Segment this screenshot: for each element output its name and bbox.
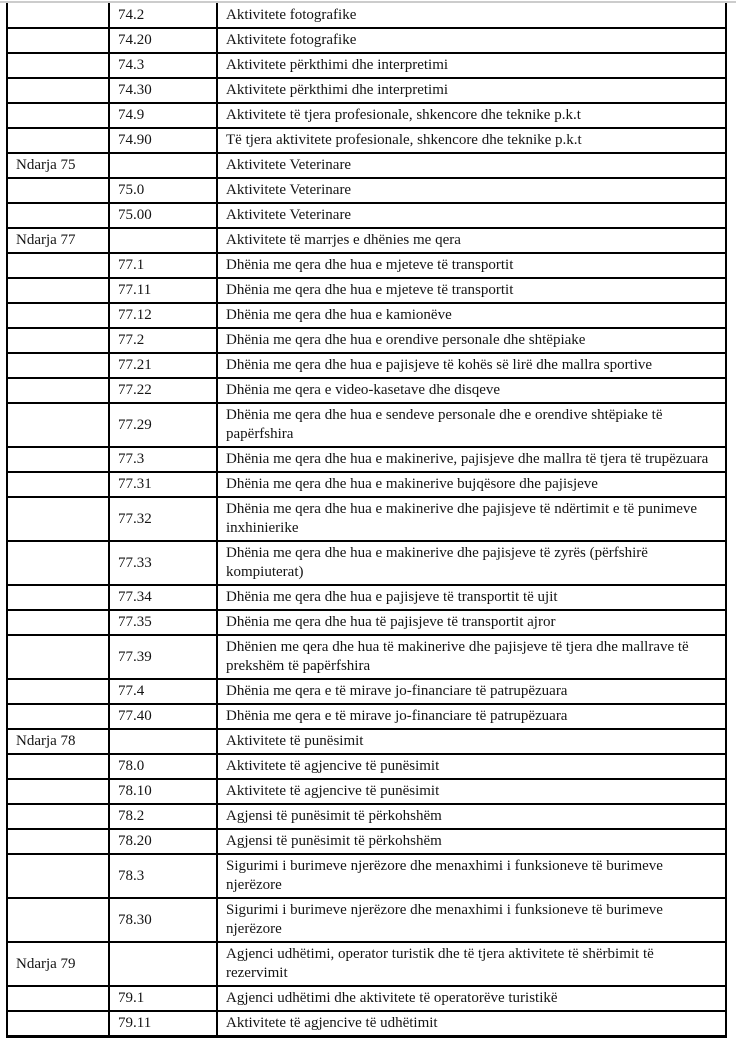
division-cell: Ndarja 77 xyxy=(7,228,109,253)
table-row xyxy=(7,754,726,779)
description-cell: Dhënia me qera dhe hua e makinerive, pajisjeve dhe mallra të tjera të trupëzuara xyxy=(217,447,726,472)
code-cell: 75.0 xyxy=(109,178,217,203)
code-cell: 74.3 xyxy=(109,53,217,78)
division-cell xyxy=(7,472,109,497)
code-cell: 78.30 xyxy=(109,898,217,942)
division-cell xyxy=(7,1011,109,1037)
code-cell: 74.90 xyxy=(109,128,217,153)
table-row xyxy=(7,403,726,447)
table-row xyxy=(7,447,726,472)
description-cell: Dhënia me qera dhe hua e pajisjeve të kohës së lirë dhe mallra sportive xyxy=(217,353,726,378)
description-cell: Aktivitete përkthimi dhe interpretimi xyxy=(217,78,726,103)
table-row xyxy=(7,128,726,153)
division-cell xyxy=(7,78,109,103)
description-cell: Dhënia me qera dhe hua e pajisjeve të transportit të ujit xyxy=(217,585,726,610)
code-cell: 78.2 xyxy=(109,804,217,829)
division-cell xyxy=(7,754,109,779)
code-cell: 77.3 xyxy=(109,447,217,472)
division-cell xyxy=(7,779,109,804)
description-cell: Dhënia me qera e video-kasetave dhe disqeve xyxy=(217,378,726,403)
table-row xyxy=(7,228,726,253)
code-cell: 77.11 xyxy=(109,278,217,303)
code-cell: 77.33 xyxy=(109,541,217,585)
code-cell: 74.9 xyxy=(109,103,217,128)
description-cell: Agjensi të punësimit të përkohshëm xyxy=(217,829,726,854)
division-cell xyxy=(7,635,109,679)
description-cell: Aktivitete Veterinare xyxy=(217,153,726,178)
table-row xyxy=(7,898,726,942)
description-cell: Agjenci udhëtimi, operator turistik dhe të tjera aktivitete të shërbimit të rezervimit xyxy=(217,942,726,986)
code-cell: 74.2 xyxy=(109,3,217,28)
table-row xyxy=(7,635,726,679)
table-row xyxy=(7,729,726,754)
code-cell: 77.12 xyxy=(109,303,217,328)
table-row xyxy=(7,278,726,303)
code-cell: 77.2 xyxy=(109,328,217,353)
description-cell: Të tjera aktivitete profesionale, shkencore dhe teknike p.k.t xyxy=(217,128,726,153)
description-cell: Aktivitete përkthimi dhe interpretimi xyxy=(217,53,726,78)
division-cell xyxy=(7,447,109,472)
description-cell: Dhënia me qera dhe hua e kamionëve xyxy=(217,303,726,328)
code-cell xyxy=(109,729,217,754)
division-cell xyxy=(7,704,109,729)
description-cell: Agjenci udhëtimi dhe aktivitete të operatorëve turistikë xyxy=(217,986,726,1011)
activity-table-body xyxy=(7,3,726,1037)
code-cell: 79.1 xyxy=(109,986,217,1011)
code-cell: 77.1 xyxy=(109,253,217,278)
code-cell: 79.11 xyxy=(109,1011,217,1037)
table-row xyxy=(7,986,726,1011)
table-row xyxy=(7,704,726,729)
description-cell: Sigurimi i burimeve njerëzore dhe menaxhimi i funksioneve të burimeve njerëzore xyxy=(217,854,726,898)
division-cell xyxy=(7,353,109,378)
division-cell xyxy=(7,898,109,942)
division-cell xyxy=(7,403,109,447)
table-row xyxy=(7,854,726,898)
description-cell: Dhënia me qera dhe hua e makinerive dhe pajisjeve të zyrës (përfshirë kompiuterat) xyxy=(217,541,726,585)
division-cell xyxy=(7,497,109,541)
code-cell: 77.34 xyxy=(109,585,217,610)
table-row xyxy=(7,328,726,353)
division-cell xyxy=(7,28,109,53)
division-cell xyxy=(7,278,109,303)
description-cell: Aktivitete të agjencive të punësimit xyxy=(217,779,726,804)
table-row xyxy=(7,804,726,829)
code-cell: 77.32 xyxy=(109,497,217,541)
table-row xyxy=(7,497,726,541)
table-row xyxy=(7,353,726,378)
code-cell: 75.00 xyxy=(109,203,217,228)
division-cell xyxy=(7,610,109,635)
table-row xyxy=(7,829,726,854)
table-row xyxy=(7,541,726,585)
description-cell: Dhënia me qera dhe hua e sendeve personale dhe e orendive shtëpiake të papërfshira xyxy=(217,403,726,447)
description-cell: Dhënia me qera e të mirave jo-financiare të patrupëzuara xyxy=(217,679,726,704)
table-row xyxy=(7,203,726,228)
code-cell: 78.20 xyxy=(109,829,217,854)
table-row xyxy=(7,253,726,278)
description-cell: Dhënia me qera dhe hua e makinerive dhe pajisjeve të ndërtimit e të punimeve inxhinierike xyxy=(217,497,726,541)
division-cell xyxy=(7,253,109,278)
description-cell: Aktivitete Veterinare xyxy=(217,178,726,203)
table-row xyxy=(7,78,726,103)
table-row xyxy=(7,1011,726,1037)
code-cell: 77.40 xyxy=(109,704,217,729)
description-cell: Dhënia me qera dhe hua e mjeteve të transportit xyxy=(217,278,726,303)
division-cell: Ndarja 79 xyxy=(7,942,109,986)
division-cell xyxy=(7,986,109,1011)
description-cell: Aktivitete të punësimit xyxy=(217,729,726,754)
code-cell: 77.39 xyxy=(109,635,217,679)
code-cell xyxy=(109,228,217,253)
description-cell: Dhënien me qera dhe hua të makinerive dhe pajisjeve të tjera dhe mallrave të prekshëm të papërfshira xyxy=(217,635,726,679)
division-cell xyxy=(7,378,109,403)
description-cell: Dhënia me qera e të mirave jo-financiare të patrupëzuara xyxy=(217,704,726,729)
code-cell: 77.31 xyxy=(109,472,217,497)
table-row xyxy=(7,28,726,53)
code-cell: 77.29 xyxy=(109,403,217,447)
code-cell: 77.35 xyxy=(109,610,217,635)
division-cell xyxy=(7,585,109,610)
table-row xyxy=(7,610,726,635)
activity-classification-table xyxy=(6,3,727,1038)
description-cell: Aktivitete të marrjes e dhënies me qera xyxy=(217,228,726,253)
code-cell: 77.4 xyxy=(109,679,217,704)
table-row xyxy=(7,153,726,178)
description-cell: Dhënia me qera dhe hua e orendive personale dhe shtëpiake xyxy=(217,328,726,353)
code-cell: 77.22 xyxy=(109,378,217,403)
table-row xyxy=(7,53,726,78)
description-cell: Sigurimi i burimeve njerëzore dhe menaxhimi i funksioneve të burimeve njerëzore xyxy=(217,898,726,942)
description-cell: Dhënia me qera dhe hua e mjeteve të transportit xyxy=(217,253,726,278)
description-cell: Aktivitete të tjera profesionale, shkencore dhe teknike p.k.t xyxy=(217,103,726,128)
code-cell: 74.20 xyxy=(109,28,217,53)
code-cell: 78.3 xyxy=(109,854,217,898)
table-row xyxy=(7,303,726,328)
division-cell xyxy=(7,203,109,228)
table-row xyxy=(7,942,726,986)
division-cell xyxy=(7,103,109,128)
table-row xyxy=(7,178,726,203)
code-cell: 74.30 xyxy=(109,78,217,103)
code-cell xyxy=(109,153,217,178)
table-row xyxy=(7,3,726,28)
description-cell: Dhënia me qera dhe hua të pajisjeve të transportit ajror xyxy=(217,610,726,635)
table-row xyxy=(7,585,726,610)
table-row xyxy=(7,103,726,128)
description-cell: Aktivitete të agjencive të udhëtimit xyxy=(217,1011,726,1037)
division-cell xyxy=(7,829,109,854)
table-row xyxy=(7,472,726,497)
description-cell: Dhënia me qera dhe hua e makinerive bujqësore dhe pajisjeve xyxy=(217,472,726,497)
division-cell xyxy=(7,679,109,704)
division-cell xyxy=(7,178,109,203)
division-cell: Ndarja 75 xyxy=(7,153,109,178)
code-cell: 78.0 xyxy=(109,754,217,779)
division-cell xyxy=(7,854,109,898)
division-cell xyxy=(7,328,109,353)
division-cell: Ndarja 78 xyxy=(7,729,109,754)
description-cell: Aktivitete fotografike xyxy=(217,3,726,28)
division-cell xyxy=(7,128,109,153)
division-cell xyxy=(7,3,109,28)
division-cell xyxy=(7,303,109,328)
code-cell: 78.10 xyxy=(109,779,217,804)
division-cell xyxy=(7,53,109,78)
table-row xyxy=(7,779,726,804)
description-cell: Aktivitete Veterinare xyxy=(217,203,726,228)
description-cell: Agjensi të punësimit të përkohshëm xyxy=(217,804,726,829)
code-cell xyxy=(109,942,217,986)
division-cell xyxy=(7,541,109,585)
code-cell: 77.21 xyxy=(109,353,217,378)
division-cell xyxy=(7,804,109,829)
table-row xyxy=(7,378,726,403)
description-cell: Aktivitete fotografike xyxy=(217,28,726,53)
table-row xyxy=(7,679,726,704)
description-cell: Aktivitete të agjencive të punësimit xyxy=(217,754,726,779)
